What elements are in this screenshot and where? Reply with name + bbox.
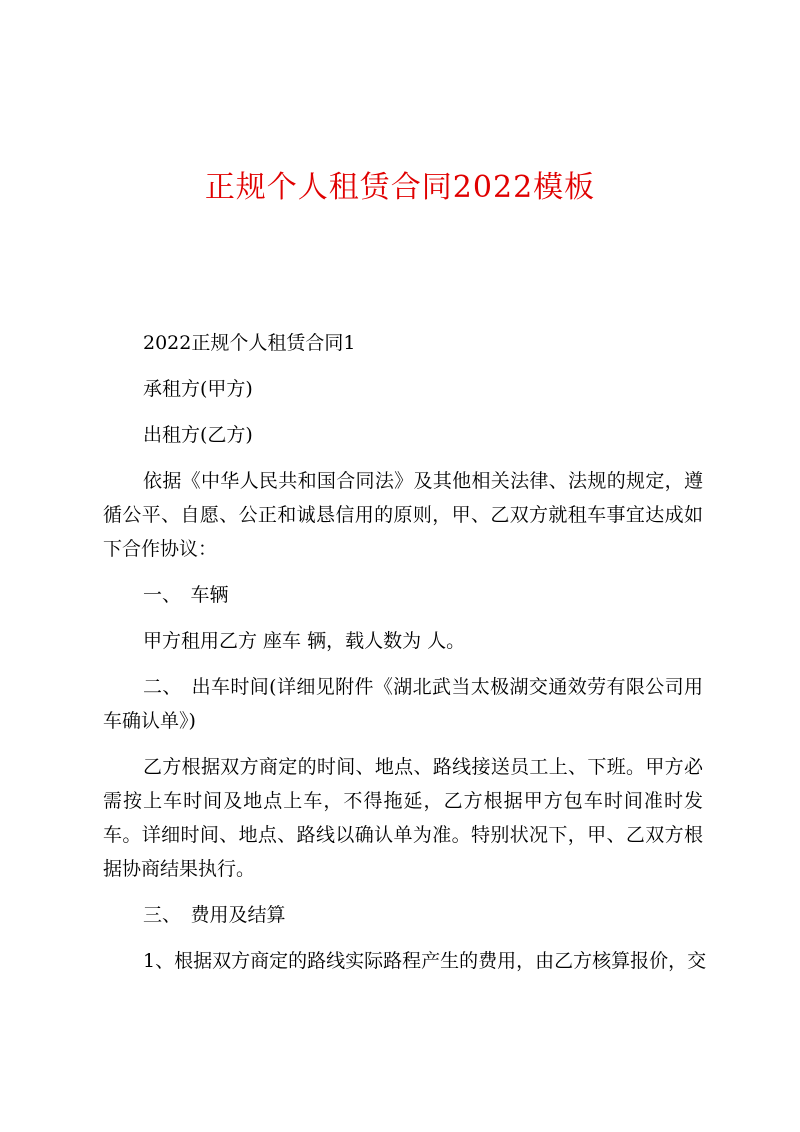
document-body [103,326,707,990]
departure-time-clause: 乙方根据双方商定的时间、地点、路线接送员工上、下班。甲方必需按上车时间及地点上车，不得拖延，乙方根据甲方包车时间准时发车。详细时间、地点、路线以确认单为准。特别状况下，甲、乙双方根据协商结果执行。 [103,756,703,880]
lessee-line: 承租方(甲方) [143,378,253,400]
vehicle-clause: 甲方租用乙方 座车 辆，载人数为 人。 [143,630,466,652]
section-heading-departure-time: 二、 出车时间(详细见附件《湖北武当太极湖交通效劳有限公司用车确认单》) [103,676,703,732]
lessor-line: 出租方(乙方) [143,424,253,446]
contract-heading: 2022正规个人租赁合同1 [143,332,356,354]
section-heading-fees: 三、 费用及结算 [143,904,286,926]
section-heading-vehicle: 一、 车辆 [143,584,229,606]
fees-clause-1: 1、根据双方商定的路线实际路程产生的费用，由乙方核算报价，交 [143,950,707,972]
document-title: 正规个人租赁合同2022模板 [204,170,596,205]
preamble-paragraph: 依据《中华人民共和国合同法》及其他相关法律、法规的规定，遵循公平、自愿、公正和诚恳信用的原则，甲、乙双方就租车事宜达成如下合作协议： [103,470,703,560]
